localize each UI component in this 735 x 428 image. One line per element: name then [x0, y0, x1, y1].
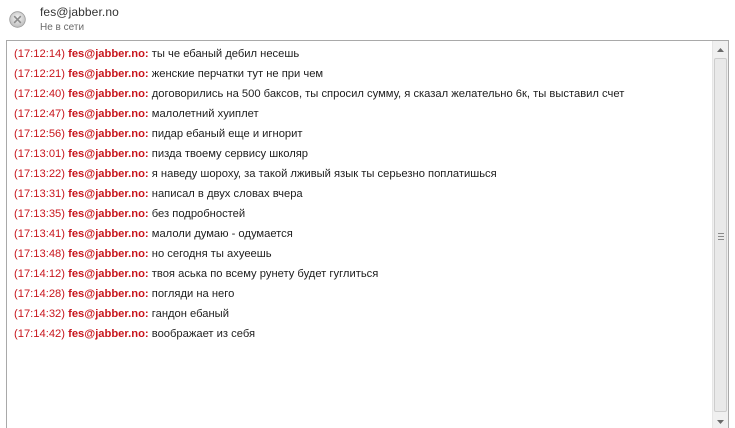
message-timestamp: (17:12:56)	[14, 128, 65, 140]
message-sender: fes@jabber.no:	[68, 328, 149, 340]
grip-icon	[718, 233, 724, 240]
message-row	[14, 244, 713, 264]
message-sender: fes@jabber.no:	[68, 188, 149, 200]
message-timestamp: (17:14:42)	[14, 328, 65, 340]
vertical-scrollbar[interactable]	[712, 41, 728, 428]
scroll-up-button[interactable]	[713, 41, 728, 58]
message-text: но сегодня ты ахуеешь	[151, 248, 272, 260]
message-row	[14, 64, 713, 84]
message-text: воображает из себя	[151, 328, 256, 340]
message-text: малоли думаю - одумается	[151, 228, 293, 240]
message-sender: fes@jabber.no:	[68, 288, 149, 300]
message-sender: fes@jabber.no:	[68, 248, 149, 260]
message-sender: fes@jabber.no:	[68, 68, 149, 80]
message-timestamp: (17:12:14)	[14, 48, 65, 60]
scroll-down-button[interactable]	[713, 413, 728, 428]
message-sender: fes@jabber.no:	[68, 268, 149, 280]
message-text: твоя аська по всему рунету будет гуглиться	[151, 268, 379, 280]
message-row	[14, 224, 713, 244]
message-row	[14, 264, 713, 284]
message-row	[14, 164, 713, 184]
message-text: женские перчатки тут не при чем	[151, 68, 324, 80]
message-timestamp: (17:12:21)	[14, 68, 65, 80]
message-sender: fes@jabber.no:	[68, 228, 149, 240]
chat-header	[0, 0, 735, 40]
message-text: малолетний хуиплет	[151, 108, 259, 120]
scroll-thumb[interactable]	[714, 58, 727, 412]
message-text: я наведу шороху, за такой лживый язык ты серьезно поплатишься	[151, 168, 497, 180]
chevron-down-icon	[717, 420, 724, 424]
message-row	[14, 84, 713, 104]
message-text: без подробностей	[151, 208, 246, 220]
message-row	[14, 124, 713, 144]
message-sender: fes@jabber.no:	[68, 48, 149, 60]
contact-status: Не в сети	[40, 22, 85, 33]
message-text: договорились на 500 баксов, ты спросил сумму, я сказал желательно 6к, ты выставил счет	[151, 88, 625, 100]
message-sender: fes@jabber.no:	[68, 128, 149, 140]
message-timestamp: (17:13:01)	[14, 148, 65, 160]
message-row	[14, 284, 713, 304]
contact-name: fes@jabber.no	[40, 5, 119, 19]
offline-icon	[9, 11, 26, 28]
message-text: погляди на него	[151, 288, 235, 300]
message-timestamp: (17:13:35)	[14, 208, 65, 220]
message-row	[14, 204, 713, 224]
message-sender: fes@jabber.no:	[68, 308, 149, 320]
message-text: гандон ебаный	[151, 308, 229, 320]
message-timestamp: (17:14:12)	[14, 268, 65, 280]
message-timestamp: (17:13:48)	[14, 248, 65, 260]
message-timestamp: (17:12:40)	[14, 88, 65, 100]
message-sender: fes@jabber.no:	[68, 88, 149, 100]
message-sender: fes@jabber.no:	[68, 148, 149, 160]
chevron-up-icon	[717, 48, 724, 52]
message-text: ты че ебаный дебил несешь	[151, 48, 300, 60]
message-row	[14, 44, 713, 64]
message-timestamp: (17:13:22)	[14, 168, 65, 180]
message-text: пидар ебаный еще и игнорит	[151, 128, 303, 140]
message-row	[14, 324, 713, 344]
message-row	[14, 184, 713, 204]
message-sender: fes@jabber.no:	[68, 208, 149, 220]
message-timestamp: (17:12:47)	[14, 108, 65, 120]
message-row	[14, 144, 713, 164]
message-row	[14, 104, 713, 124]
message-timestamp: (17:13:41)	[14, 228, 65, 240]
message-row	[14, 304, 713, 324]
chat-log[interactable]	[6, 40, 729, 428]
message-text: написал в двух словах вчера	[151, 188, 303, 200]
message-list	[7, 41, 713, 428]
message-timestamp: (17:14:28)	[14, 288, 65, 300]
message-sender: fes@jabber.no:	[68, 108, 149, 120]
message-sender: fes@jabber.no:	[68, 168, 149, 180]
message-timestamp: (17:13:31)	[14, 188, 65, 200]
message-text: пизда твоему сервису школяр	[151, 148, 309, 160]
message-timestamp: (17:14:32)	[14, 308, 65, 320]
